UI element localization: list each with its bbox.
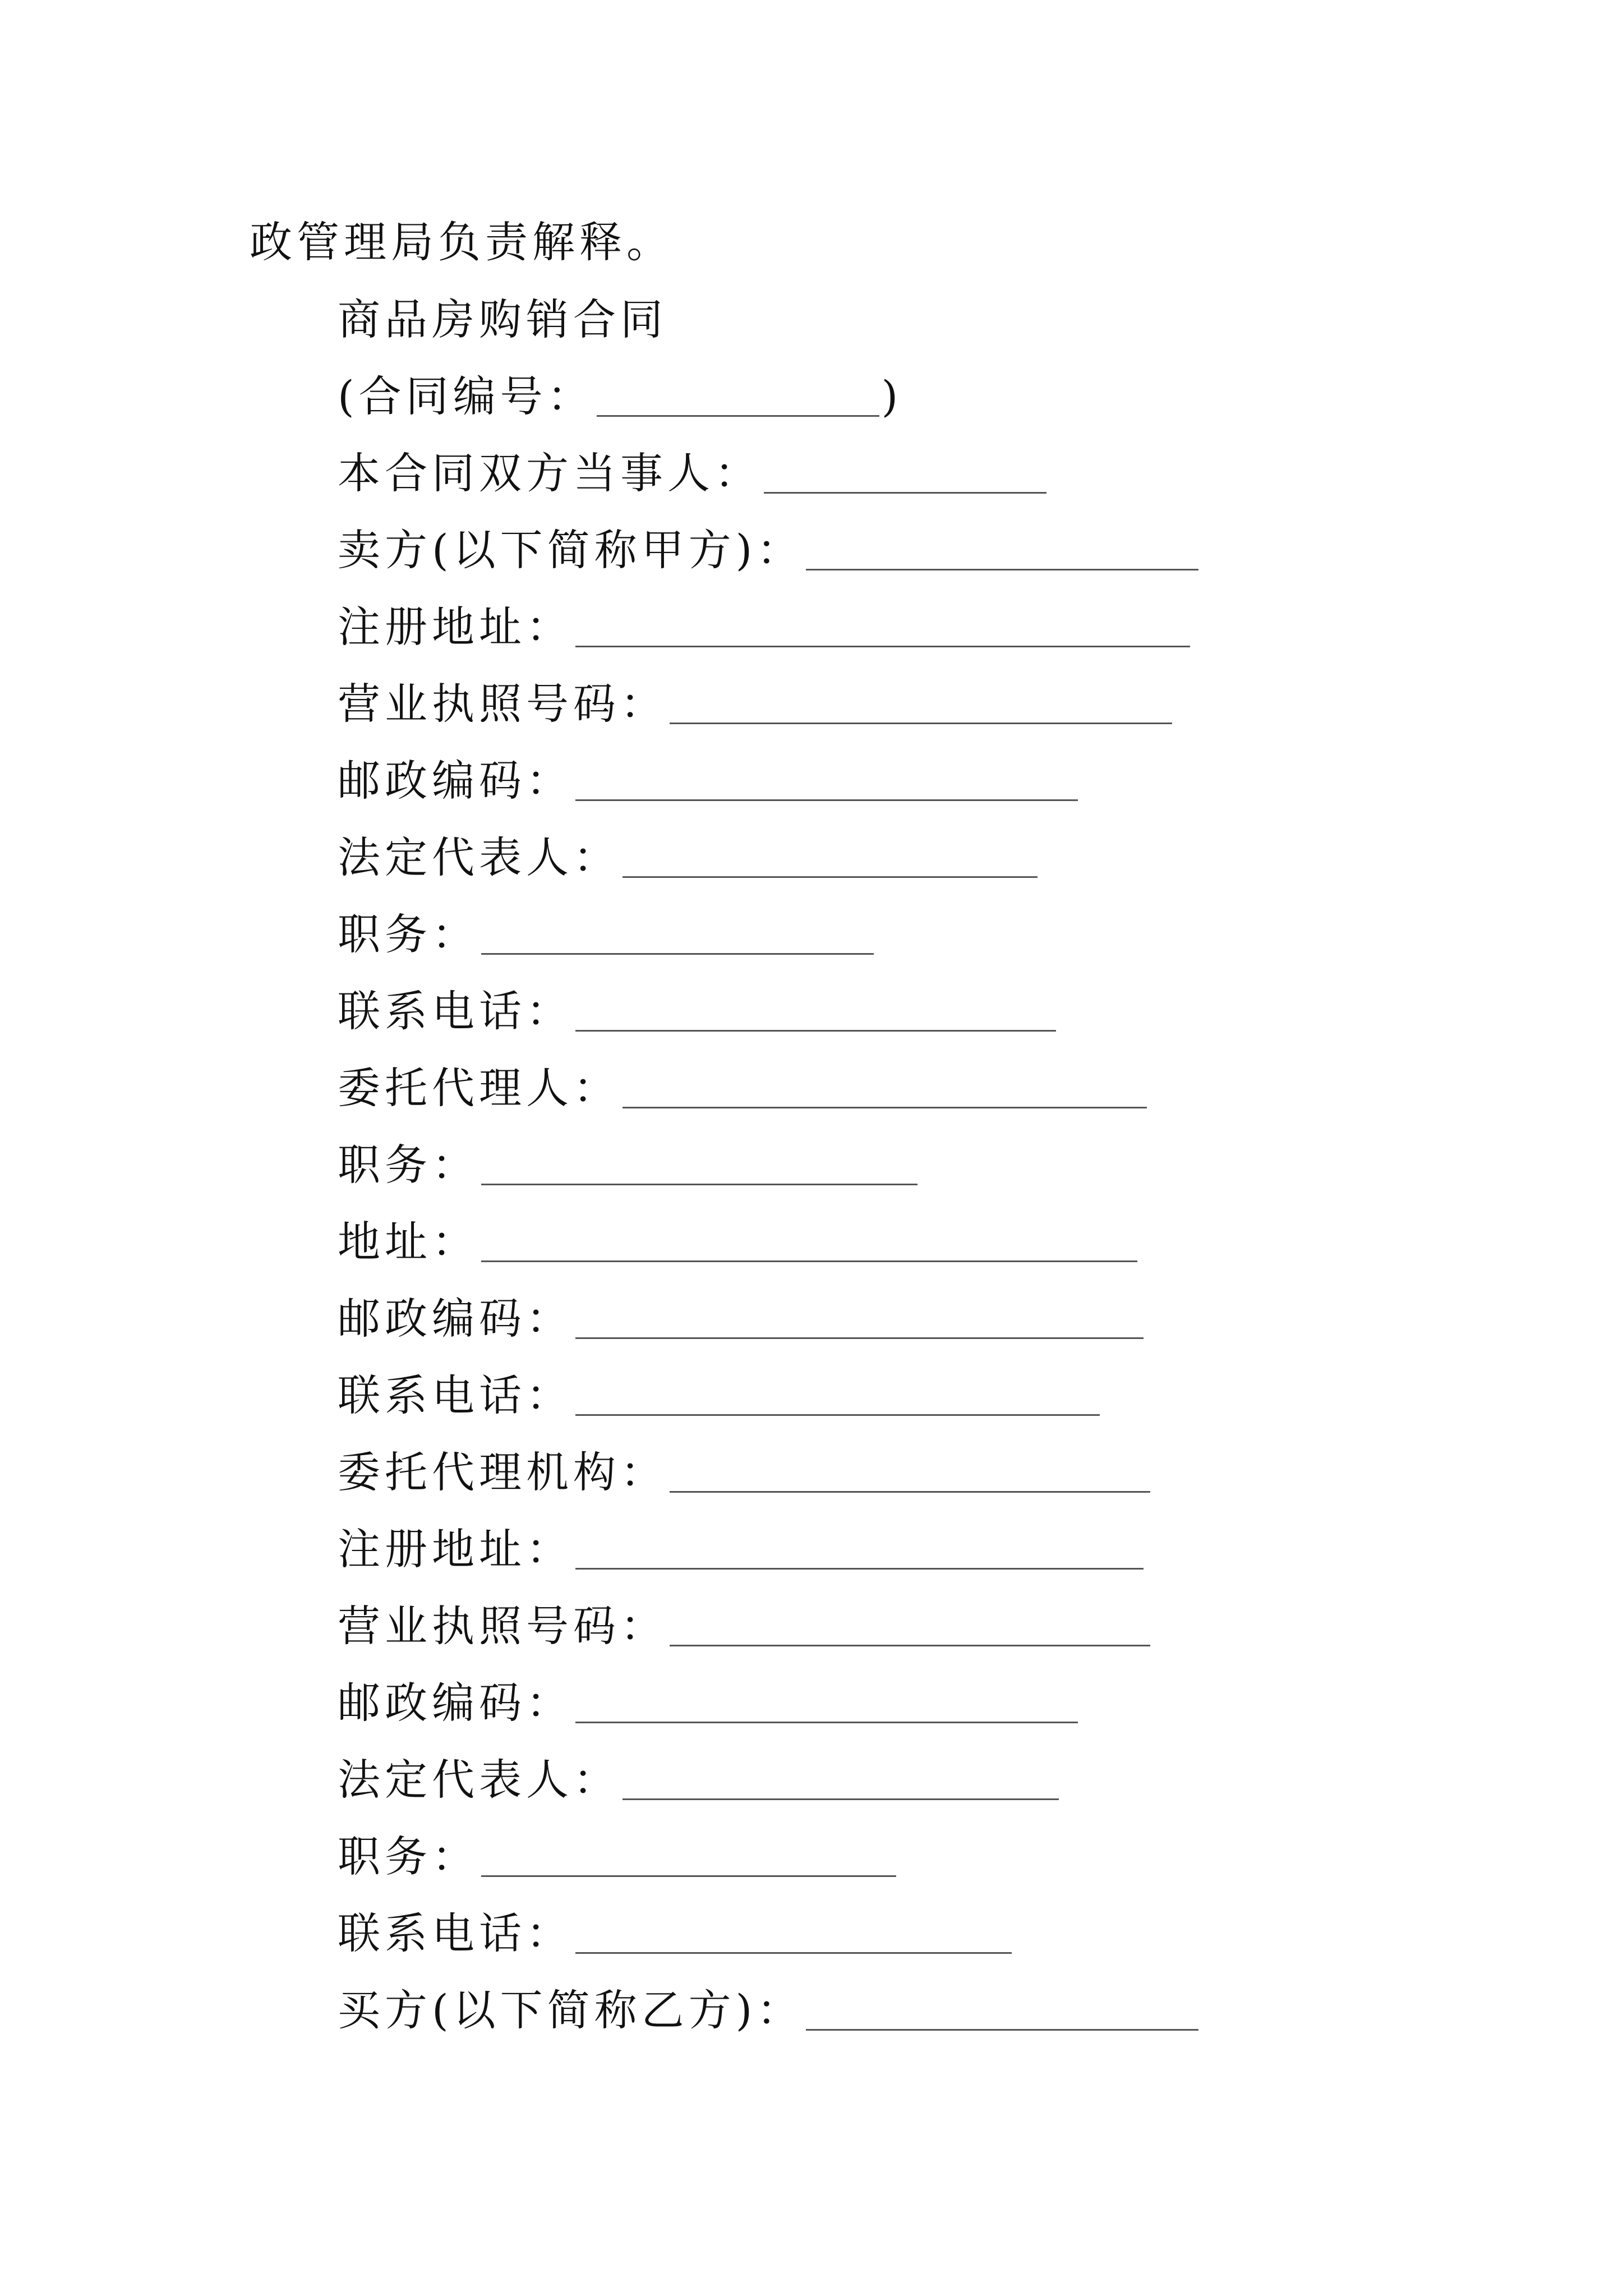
document-title (338, 285, 667, 347)
field-label: 邮政编码： (338, 1294, 573, 1343)
field-blank[interactable] (623, 1765, 1059, 1800)
field-label: 买方(以下简称乙方)： (338, 1985, 804, 2035)
field-label: 本合同双方当事人： (338, 448, 762, 498)
field-label: 营业执照号码： (338, 679, 667, 729)
field-label: 地址： (338, 1217, 479, 1267)
form-field-seller-position (338, 900, 874, 961)
form-field-agent-postcode (338, 1284, 1144, 1346)
form-field-agency-address (338, 1515, 1144, 1576)
contract-number-line (338, 362, 902, 424)
form-field-agency-phone (338, 1899, 1012, 1961)
field-label: 联系电话： (338, 986, 573, 1036)
field-blank[interactable] (481, 1150, 917, 1185)
field-blank[interactable] (481, 919, 874, 955)
field-blank[interactable] (575, 766, 1078, 801)
field-blank[interactable] (575, 1688, 1078, 1723)
field-blank[interactable] (623, 1073, 1147, 1108)
field-label: 职务： (338, 1140, 479, 1190)
form-field-agency (338, 1438, 1150, 1499)
field-blank[interactable] (481, 1842, 896, 1877)
form-field-agency-legal-rep (338, 1745, 1059, 1807)
form-field-agency-postcode (338, 1668, 1078, 1730)
form-field-agency-position (338, 1822, 896, 1884)
field-blank[interactable] (623, 843, 1038, 878)
form-field-seller (338, 516, 1198, 577)
form-field-buyer (338, 1976, 1198, 2037)
field-label: 卖方(以下简称甲方)： (338, 525, 804, 575)
field-blank[interactable] (806, 1995, 1198, 2031)
intro-text: 政管理局负责解释。 (250, 217, 674, 267)
field-blank[interactable] (670, 1611, 1150, 1646)
contract-number-blank[interactable] (597, 381, 879, 417)
document-title-text: 商品房购销合同 (338, 295, 667, 344)
intro-line (250, 208, 674, 269)
form-field-seller-phone (338, 977, 1056, 1038)
field-label: 职务： (338, 1832, 479, 1881)
form-field-parties (338, 439, 1046, 500)
field-label: 邮政编码： (338, 756, 573, 806)
field-blank[interactable] (481, 1227, 1137, 1262)
contract-number-label: (合同编号： (338, 371, 594, 421)
field-label: 联系电话： (338, 1908, 573, 1958)
field-label: 职务： (338, 909, 479, 959)
field-label: 法定代表人： (338, 1755, 620, 1805)
form-field-seller-postcode (338, 746, 1078, 808)
field-label: 法定代表人： (338, 832, 620, 882)
form-field-agency-license (338, 1591, 1150, 1653)
form-field-seller-address (338, 592, 1190, 654)
field-blank[interactable] (575, 1304, 1144, 1339)
form-field-agent-position (338, 1130, 917, 1192)
field-label: 邮政编码： (338, 1678, 573, 1728)
form-field-seller-legal-rep (338, 823, 1038, 885)
field-blank[interactable] (575, 996, 1056, 1032)
field-label: 委托代理机构： (338, 1447, 667, 1497)
contract-number-close: ) (881, 371, 903, 421)
field-blank[interactable] (575, 1534, 1144, 1570)
field-blank[interactable] (670, 1457, 1150, 1493)
field-label: 委托代理人： (338, 1063, 620, 1113)
field-blank[interactable] (806, 535, 1198, 570)
field-label: 注册地址： (338, 602, 573, 652)
field-blank[interactable] (575, 1381, 1100, 1416)
form-field-agent-phone (338, 1361, 1100, 1423)
field-blank[interactable] (764, 458, 1046, 494)
field-label: 注册地址： (338, 1524, 573, 1574)
field-blank[interactable] (670, 689, 1172, 724)
field-blank[interactable] (575, 1918, 1012, 1954)
form-field-seller-agent (338, 1053, 1147, 1115)
field-label: 营业执照号码： (338, 1601, 667, 1651)
form-field-agent-address (338, 1207, 1137, 1269)
field-blank[interactable] (575, 612, 1190, 647)
field-label: 联系电话： (338, 1370, 573, 1420)
form-field-seller-license (338, 669, 1172, 731)
